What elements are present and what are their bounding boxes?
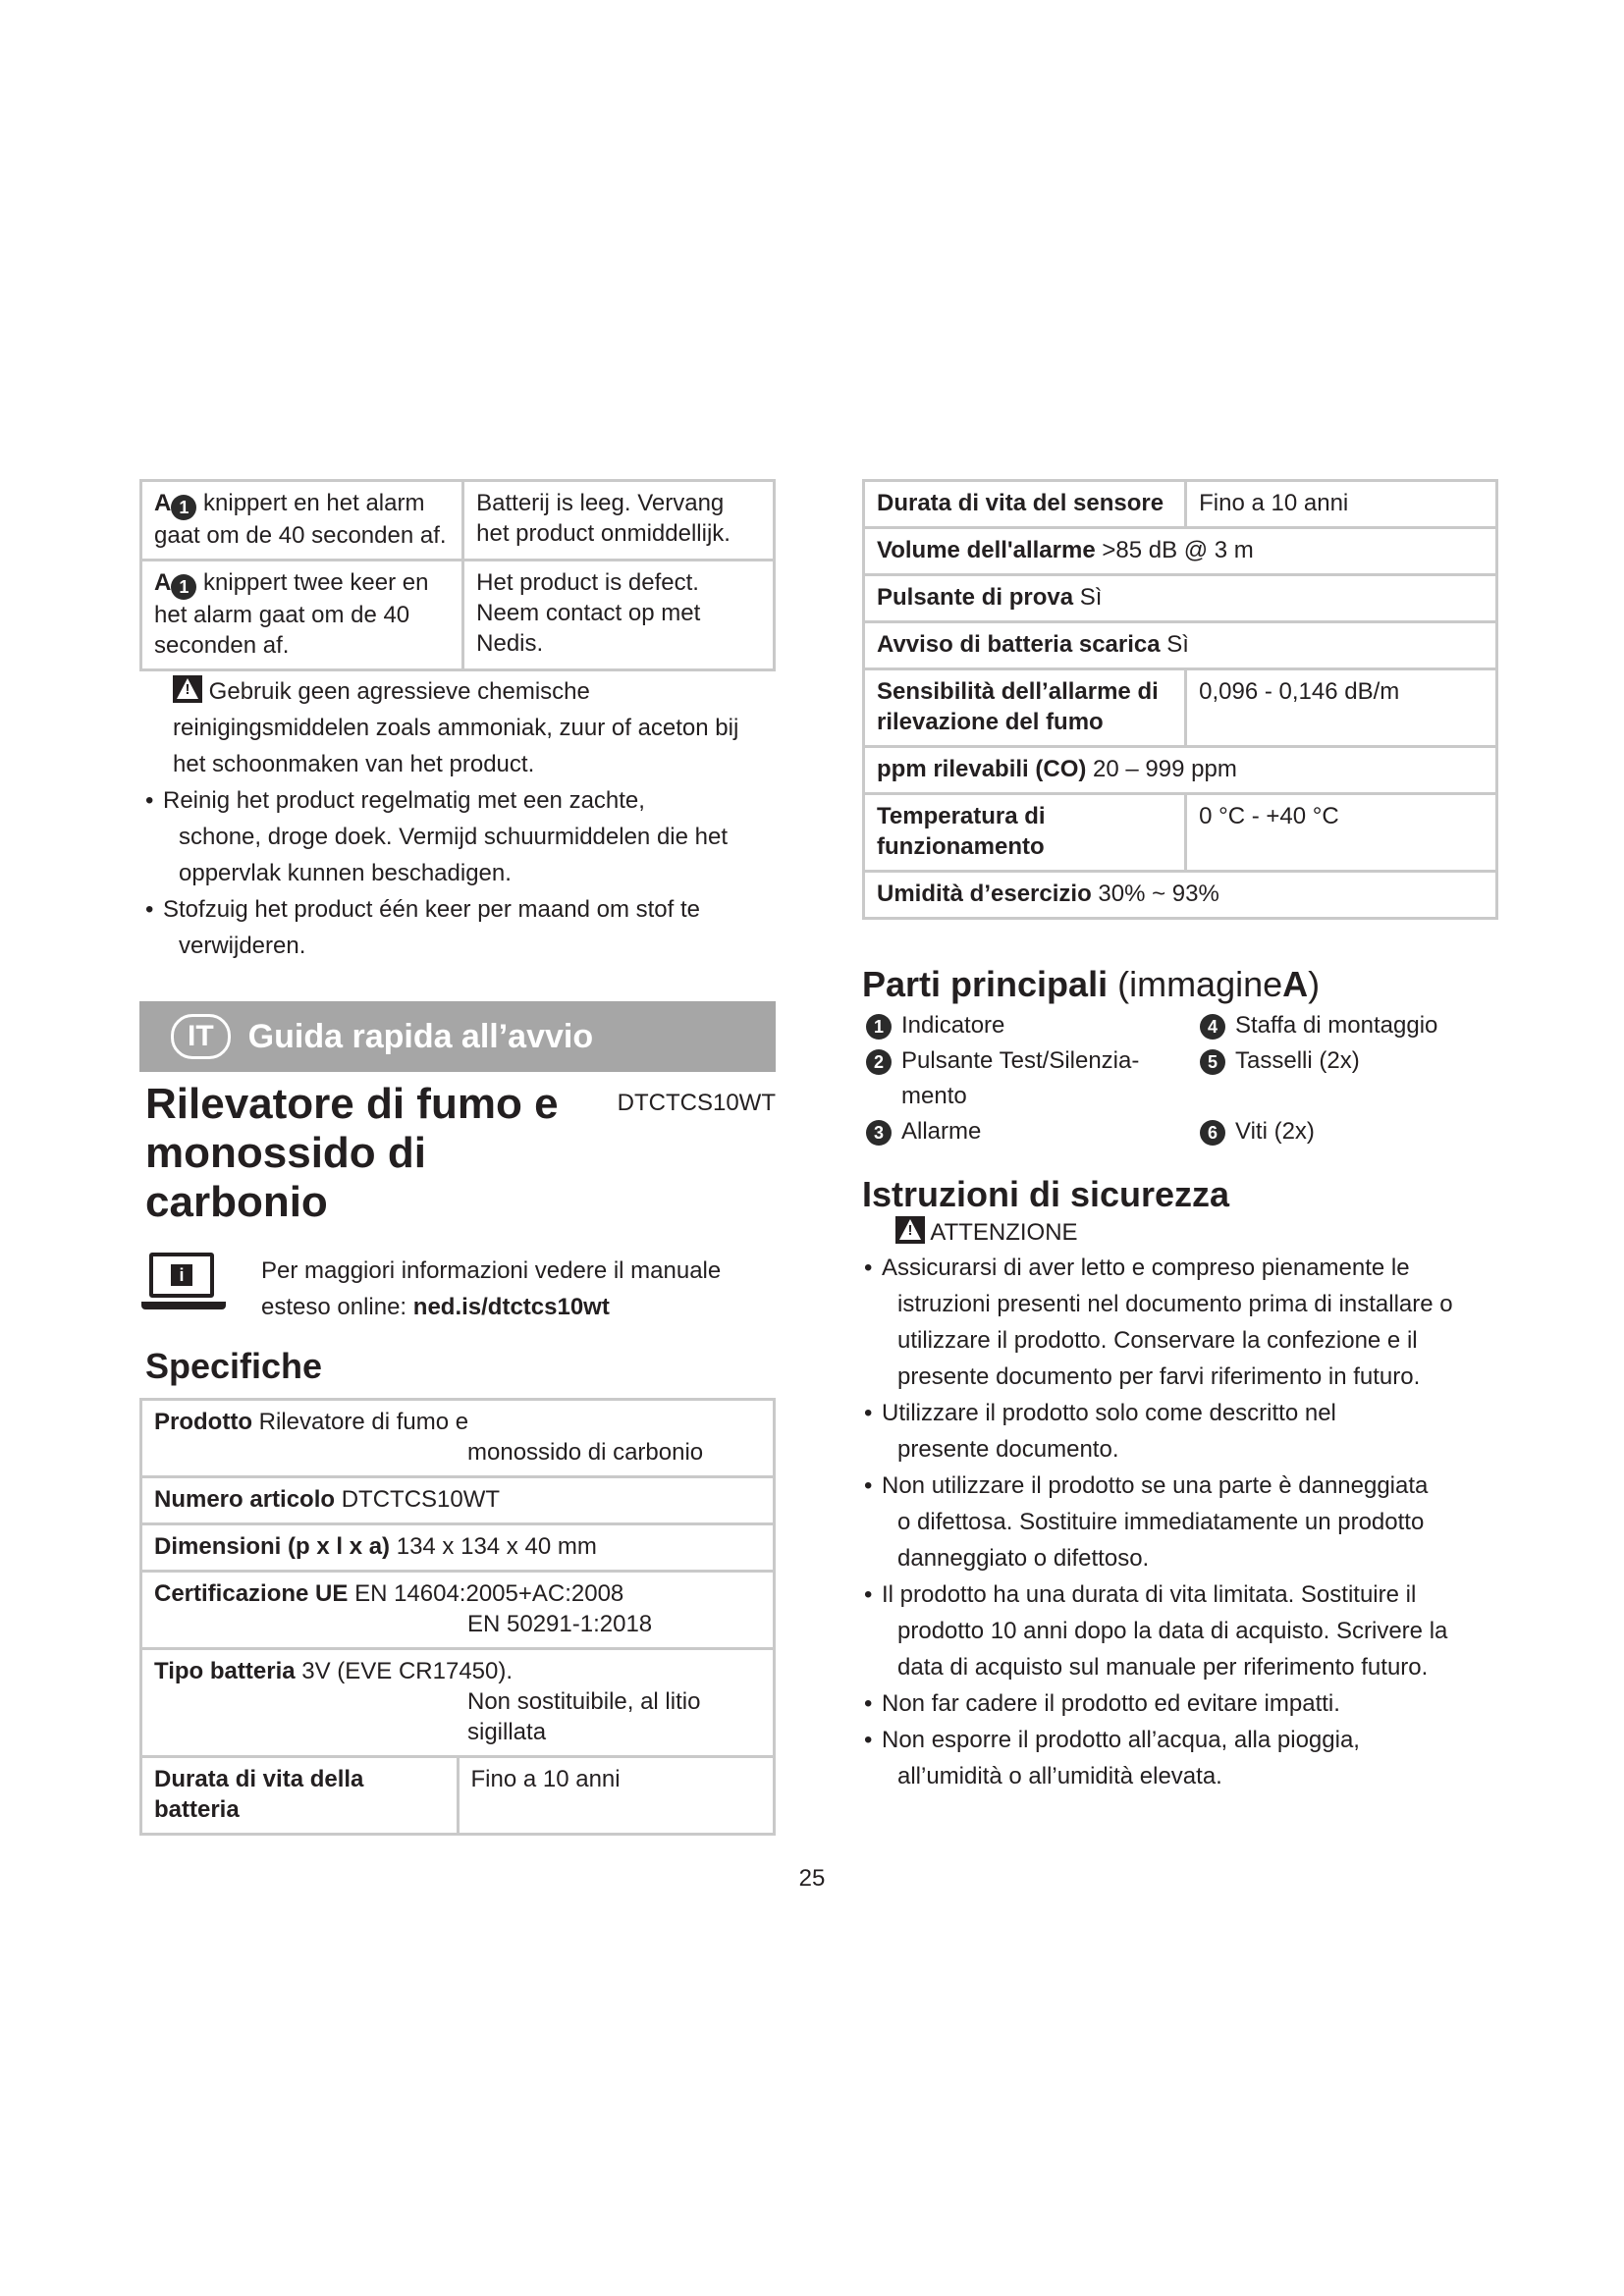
list-item: • Utilizzare il prodotto solo come descritto nel presente documento.	[862, 1395, 1498, 1468]
table-row: Dimensioni (p x l x a) 134 x 134 x 40 mm	[141, 1524, 775, 1572]
table-row: Durata di vita del sensore Fino a 10 anni	[864, 481, 1497, 528]
problem-text: knippert twee keer en het alarm gaat om de 40 seconden af.	[154, 569, 429, 659]
list-item: • Reinig het product regelmatig met een zachte, schone, droge doek. Vermijd schuurmiddelen die het oppervlak kunnen beschadigen.	[143, 782, 776, 891]
image-letter: A	[154, 490, 172, 516]
table-row	[141, 481, 775, 561]
table-row: Umidità d’esercizio 30% ~ 93%	[864, 872, 1497, 919]
image-letter: A	[154, 569, 172, 596]
list-item: • Assicurarsi di aver letto e compreso pienamente le istruzioni presenti nel documento prima di installare o utilizzare il prodotto. Conservare la confezione e il presente documento per farvi riferimento in futuro.	[862, 1250, 1498, 1395]
left-column	[139, 479, 776, 1836]
list-item: • Non far cadere il prodotto ed evitare impatti.	[862, 1685, 1498, 1722]
table-row: Volume dell'allarme >85 dB @ 3 m	[864, 528, 1497, 575]
list-item: 1 Indicatore	[862, 1008, 1196, 1043]
warning-icon	[173, 675, 202, 703]
list-item: • Non esporre il prodotto all’acqua, alla pioggia, all’umidità o all’umidità elevata.	[862, 1722, 1498, 1794]
language-badge: IT	[171, 1014, 231, 1059]
manual-link[interactable]: ned.is/dtctcs10wt	[412, 1294, 610, 1320]
table-row: Prodotto Rilevatore di fumo e monossido di carbonio	[141, 1400, 775, 1477]
product-header	[139, 1080, 776, 1227]
specs-heading: Specifiche	[145, 1346, 323, 1386]
table-row: Pulsante di prova Sì	[864, 575, 1497, 622]
part-number-badge: 1	[171, 574, 196, 600]
table-row: Durata di vita della batteria Fino a 10 anni	[141, 1757, 775, 1835]
list-item: • Stofzuig het product één keer per maand om stof te verwijderen.	[143, 891, 776, 964]
table-row: Sensibilità dell’allarme di rilevazione del fumo 0,096 - 0,146 dB/m	[864, 669, 1497, 747]
table-row: Tipo batteria 3V (EVE CR17450). Non sostituibile, al litio sigillata	[141, 1649, 775, 1757]
specs-table-continued	[862, 479, 1498, 920]
language-banner	[139, 1001, 776, 1072]
table-row	[141, 561, 775, 670]
problem-text: knippert en het alarm gaat om de 40 seconden af.	[154, 490, 447, 549]
parts-heading: Parti principali (immagineA)	[862, 964, 1321, 1004]
banner-title: Guida rapida all’avvio	[247, 1017, 594, 1055]
warning-icon	[895, 1216, 925, 1244]
manual-info-text: Per maggiori informazioni vedere il manuale esteso online:	[261, 1257, 722, 1320]
safety-heading: Istruzioni di sicurezza	[862, 1174, 1230, 1214]
list-item: 4 Staffa di montaggio	[1196, 1008, 1490, 1043]
part-number-badge: 1	[171, 495, 196, 520]
table-row: ppm rilevabili (CO) 20 – 999 ppm	[864, 747, 1497, 794]
product-title: Rilevatore di fumo e monossido di carbonio	[145, 1080, 559, 1226]
parts-list	[862, 1008, 1498, 1149]
list-item: • Il prodotto ha una durata di vita limitata. Sostituire il prodotto 10 anni dopo la data di acquisto. Scrivere la data di acquisto sul manuale per riferimento futuro.	[862, 1576, 1498, 1685]
laptop-info-icon	[141, 1253, 226, 1313]
table-row: Numero articolo DTCTCS10WT	[141, 1477, 775, 1524]
right-column	[862, 479, 1498, 1794]
page-number: 25	[798, 1865, 826, 1892]
table-row: Temperatura di funzionamento 0 °C - +40 °C	[864, 794, 1497, 872]
list-item: 5 Tasselli (2x)	[1196, 1043, 1490, 1114]
table-row: Certificazione UE EN 14604:2005+AC:2008 EN 50291-1:2018	[141, 1572, 775, 1649]
list-item: 2 Pulsante Test/Silenzia-mento	[862, 1043, 1196, 1114]
solution-text: Het product is defect. Neem contact op met Nedis.	[463, 561, 775, 670]
list-item: 6 Viti (2x)	[1196, 1114, 1490, 1149]
list-item: 3 Allarme	[862, 1114, 1196, 1149]
warning-label: ! ATTENZIONE	[862, 1216, 1498, 1250]
solution-text: Batterij is leeg. Vervang het product onmiddellijk.	[463, 481, 775, 561]
table-row: Avviso di batteria scarica Sì	[864, 622, 1497, 669]
list-item: • Non utilizzare il prodotto se una parte è danneggiata o difettosa. Sostituire immediatamente un prodotto danneggiato o difettoso.	[862, 1468, 1498, 1576]
product-code: DTCTCS10WT	[617, 1090, 776, 1116]
cleaning-note: ! Gebruik geen agressieve chemische reinigingsmiddelen zoals ammoniak, zuur of aceton bij het schoonmaken van het product.	[139, 673, 776, 782]
specs-table	[139, 1398, 776, 1836]
troubleshooting-table	[139, 479, 776, 671]
manual-info	[139, 1253, 776, 1325]
